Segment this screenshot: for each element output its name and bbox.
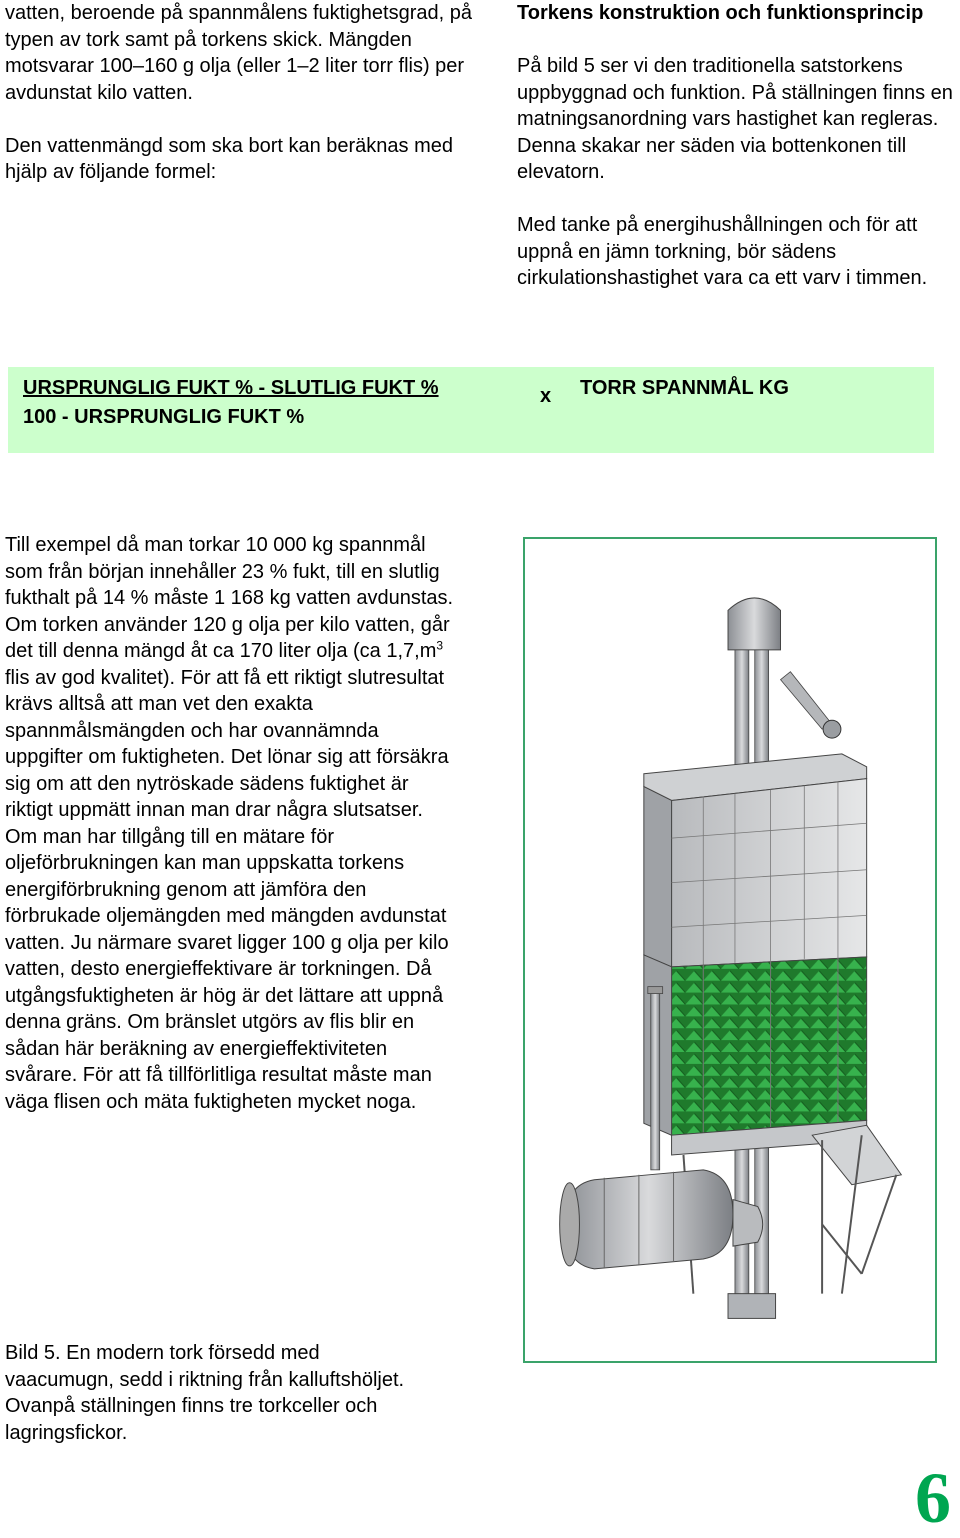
- furnace: [565, 1170, 733, 1269]
- example-paragraph: [5, 532, 455, 1115]
- elevator-head: [728, 598, 780, 650]
- figure-caption: [5, 1340, 425, 1446]
- example-text: [5, 532, 455, 1115]
- construction-paragraph: På bild 5 ser vi den traditionella satstorkens uppbyggnad och funktion. På ställningen finns en matningsanordning vars hastighet kan regleras. Denna skakar ner säden via bottenkonen till elevatorn.: [517, 55, 953, 183]
- formula-factor: TORR SPANNMÅL KG: [580, 377, 789, 399]
- elevator-boot: [728, 1294, 776, 1319]
- intro-paragraph: vatten, beroende på spannmålens fuktighetsgrad, på typen av tork samt på torkens skick. Mängden motsvarar 100–160 g olja (eller 1–2 liter torr flis) per avdunstat kilo vatten.: [5, 2, 472, 104]
- dryer-illustration: [523, 537, 937, 1363]
- example-text-part2: flis av god kvalitet). För att få ett riktigt slutresultat krävs alltså att man vet den exakta spannmålsmängden och har ovannämnda uppgifter om fuktigheten. Det lönar sig att försäkra sig om att den nytröskade sädens fuktighet är riktigt uppmätt innan man drar några slutsatser. Om man har tillgång till en mätare för oljeförbrukningen kan man uppskatta torkens energiförbrukning genom att jämföra den förbrukade oljemängden med mängden avdunstat vatten. Ju närmare svaret ligger 100 g olja per kilo vatten, desto energieffektivare är torkningen. Då utgångsfuktigheten är hög är det lättare att uppnå denna gräns. Om bränslet utgörs av flis blir en sådan här beräkning av energieffektiviteten svårare. För att få tillförlitliga resultat måste man väga flisen och mäta fuktigheten mycket noga.: [5, 666, 449, 1113]
- formula-numerator: URSPRUNGLIG FUKT % - SLUTLIG FUKT %: [23, 377, 439, 399]
- page-number: 6: [915, 1458, 951, 1538]
- formula-box: [8, 367, 934, 453]
- formula-denominator: 100 - URSPRUNGLIG FUKT %: [23, 406, 305, 428]
- chimney: [651, 992, 660, 1170]
- circulation-paragraph: Med tanke på energihushållningen och för att uppnå en jämn torkning, bör sädens cirkulationshastighet vara ca ett varv i timmen.: [517, 214, 928, 289]
- chute: [781, 672, 832, 729]
- caption-text: Bild 5. En modern tork försedd med vaacumugn, sedd i riktning från kalluftshöljet. Ovanpå ställningen finns tre torkceller och lagringsfickor.: [5, 1342, 405, 1444]
- grain-section: [672, 957, 867, 1135]
- grain-dryer-drawing: [525, 539, 935, 1361]
- upper-panel: [672, 779, 867, 967]
- right-column-top: [517, 0, 957, 292]
- formula-intro-paragraph: Den vattenmängd som ska bort kan beräknas med hjälp av följande formel:: [5, 134, 454, 183]
- section-heading: Torkens konstruktion och funktionsprincip: [517, 2, 924, 24]
- example-text-part1: Till exempel då man torkar 10 000 kg spannmål som från början innehåller 23 % fukt, till en slutlig fukthalt på 14 % måste 1 168 kg vatten avdunstas. Om torken använder 120 g olja per kilo vatten, går det till denna mängd åt ca 170 liter olja (ca 1,7,m: [5, 534, 454, 662]
- cubic-superscript: 3: [436, 638, 444, 653]
- formula-operator: x: [540, 385, 552, 407]
- left-column-top: [5, 0, 475, 186]
